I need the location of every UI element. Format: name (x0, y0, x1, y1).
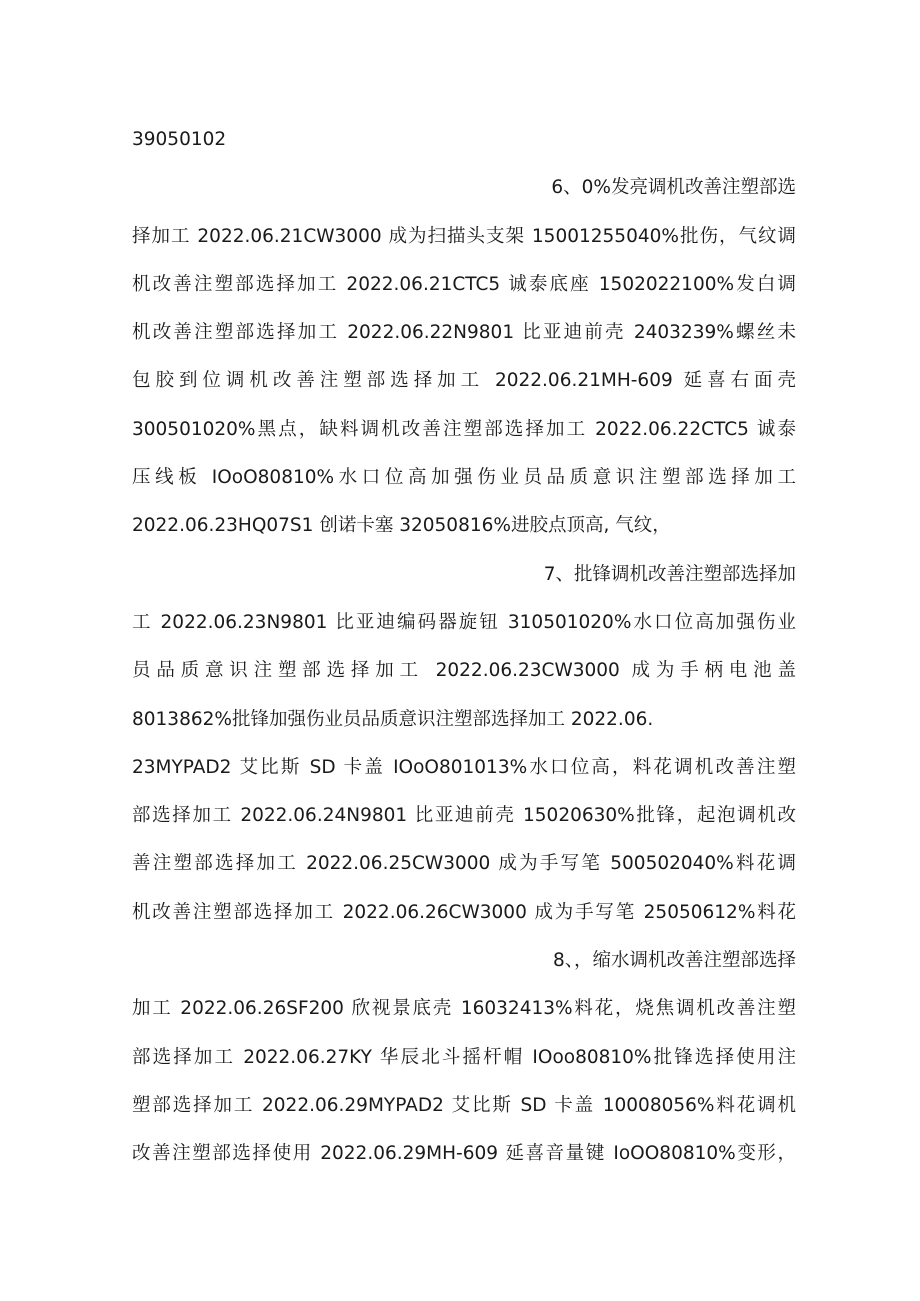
text-line: 加工 2022.06.26SF200 欣视景底壳 16032413%料花，烧焦调机改善注塑 (132, 998, 796, 1020)
text-line: 8、，缩水调机改善注塑部选择 (552, 950, 796, 972)
text-line: 员品质意识注塑部选择加工 2022.06.23CW3000 成为手柄电池盖 (132, 660, 796, 682)
text-line: 机改善注塑部选择加工 2022.06.21CTC5 诚泰底座 1502022100%发白调 (132, 273, 796, 295)
document-body (132, 116, 796, 1179)
text-line: 部选择加工 2022.06.24N9801 比亚迪前壳 15020630%批锋，起泡调机改 (132, 805, 796, 827)
text-line: 6、0%发亮调机改善注塑部选 (551, 177, 796, 199)
text-line: 机改善注塑部选择加工 2022.06.26CW3000 成为手写笔 25050612%料花 (132, 901, 796, 923)
text-line: 塑部选择加工 2022.06.29MYPAD2 艾比斯 SD 卡盖 10008056%料花调机 (132, 1094, 796, 1116)
text-line: 压线板 IOoO80810%水口位高加强伤业员品质意识注塑部选择加工 (132, 467, 796, 489)
text-line: 39050102 (132, 129, 227, 150)
text-line: 8013862%批锋加强伤业员品质意识注塑部选择加工 2022.06. (132, 708, 654, 730)
text-line: 7、批锋调机改善注塑部选择加 (543, 563, 796, 585)
text-line: 部选择加工 2022.06.27KY 华辰北斗摇杆帽 IOoo80810%批锋选择使用注 (132, 1046, 796, 1068)
text-line: 工 2022.06.23N9801 比亚迪编码器旋钮 310501020%水口位高加强伤业 (132, 611, 796, 633)
text-line: 改善注塑部选择使用 2022.06.29MH-609 延喜音量键 IoOO80810%变形， (132, 1143, 796, 1165)
text-line: 机改善注塑部选择加工 2022.06.22N9801 比亚迪前壳 2403239%螺丝未 (132, 322, 796, 344)
text-line: 23MYPAD2 艾比斯 SD 卡盖 IOoO801013%水口位高，料花调机改善注塑 (132, 756, 796, 778)
text-line: 善注塑部选择加工 2022.06.25CW3000 成为手写笔 500502040%料花调 (132, 853, 796, 875)
text-line: 2022.06.23HQ07S1 创诺卡塞 32050816%进胶点顶高, 气纹， (132, 515, 671, 537)
text-line: 择加工 2022.06.21CW3000 成为扫描头支架 15001255040%批伤，气纹调 (132, 225, 796, 247)
text-line: 300501020%黑点，缺料调机改善注塑部选择加工 2022.06.22CTC5 诚泰 (132, 418, 796, 440)
text-line: 包胶到位调机改善注塑部选择加工 2022.06.21MH-609 延喜右面壳 (132, 370, 796, 392)
